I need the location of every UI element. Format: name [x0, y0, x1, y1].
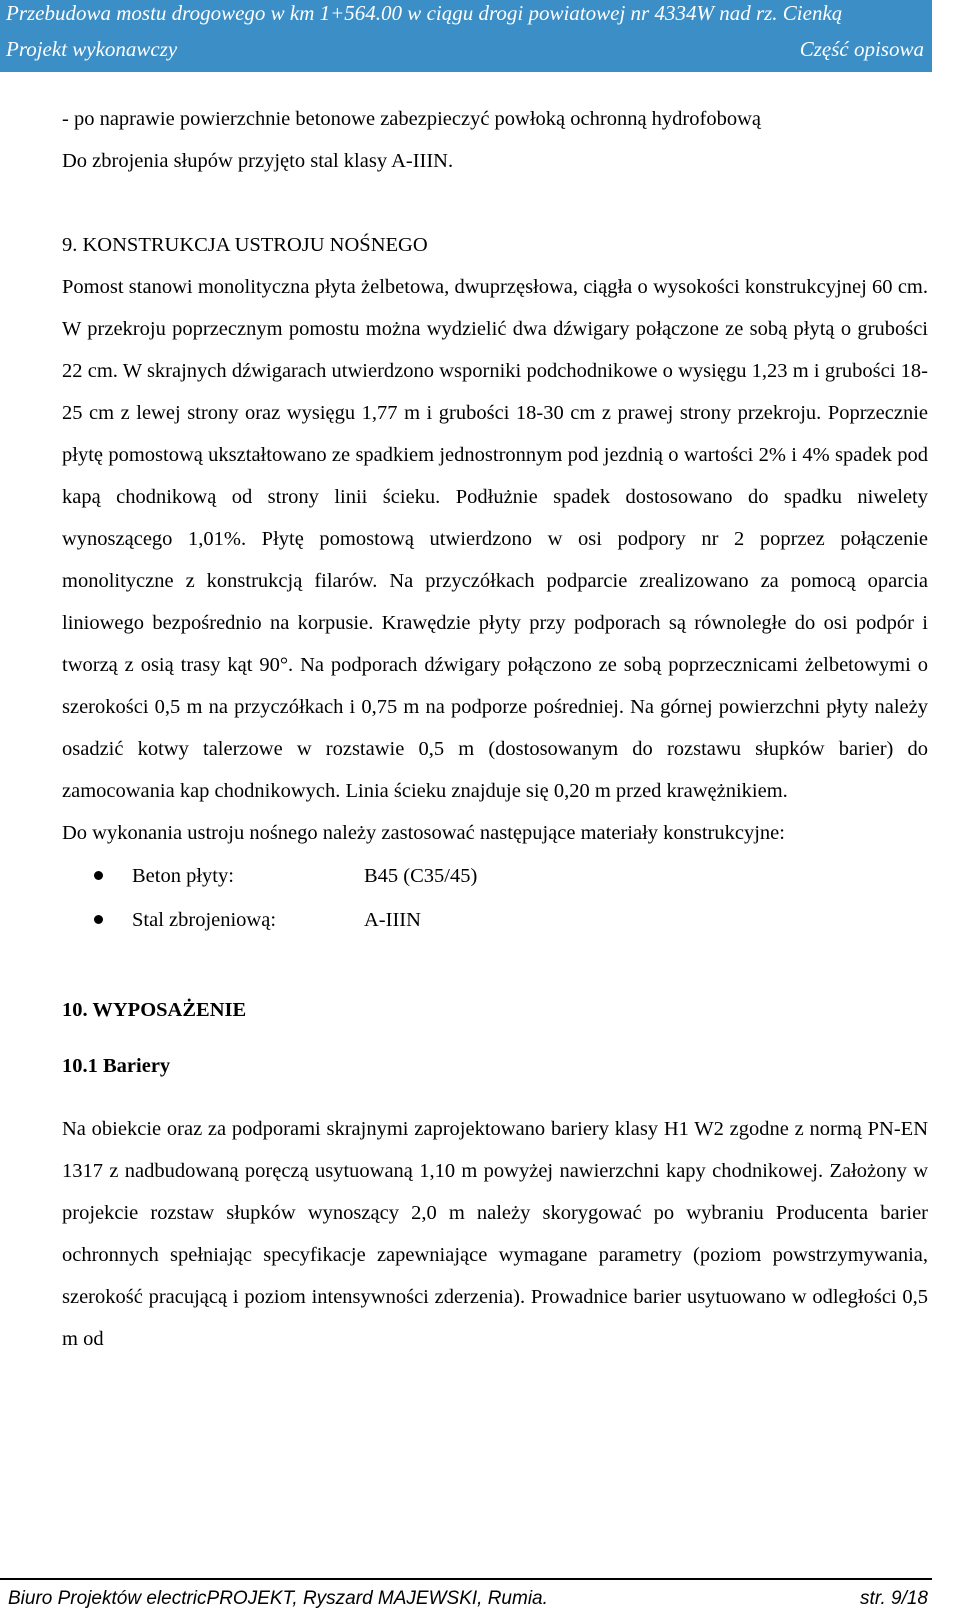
bullet-icon: [94, 871, 103, 880]
top-line-1: - po naprawie powierzchnie betonowe zabezpieczyć powłoką ochronną hydrofobową: [62, 108, 761, 130]
page-footer: [0, 1578, 932, 1619]
section-9-paragraph: Pomost stanowi monolityczna płyta żelbetowa, dwuprzęsłowa, ciągła o wysokości konstrukcyjnej 60 cm. W przekroju poprzecznym pomostu można wydzielić dwa dźwigary połączone ze sobą płytą o grubości 22 cm. W skrajnych dźwigarach utwierdzono wsporniki podchodnikowe o wysięgu 1,23 m i grubości 18-25 cm z lewej strony oraz wysięgu 1,77 m i grubości 18-30 cm z prawej strony przekroju. Poprzecznie płytę pomostową ukształtowano ze spadkiem jednostronnym pod jezdnią o wartości 2% i 4% spadek pod kapą chodnikową od strony linii ścieku. Podłużnie spadek dostosowano do spadku niwelety wynoszącego 1,01%. Płytę pomostową utwierdzono w osi podpory nr 2 poprzez połączenie monolityczne z konstrukcją filarów. Na przyczółkach podparcie zrealizowano za pomocą oparcia liniowego bezpośrednio na korpusie. Krawędzie płyty przy podporach są równoległe do osi podpór i tworzą z osią trasy kąt 90°. Na podporach dźwigary połączono ze sobą poprzecznicami żelbetowymi o szerokości 0,5 m na przyczółkach i 0,75 m na podporze pośredniej. Na górnej powierzchni płyty należy osadzić kotwy talerzowe w rozstawie 0,5 m (dostosowanym do rozstawu słupków barier) do zamocowania kap chodnikowych. Linia ścieku znajduje się 0,20 m przed krawężnikiem.: [62, 276, 928, 802]
section-10-title: 10. WYPOSAŻENIE: [62, 999, 247, 1021]
header-project-type: Projekt wykonawczy: [6, 37, 178, 61]
top-line-2: Do zbrojenia słupów przyjęto stal klasy A-IIIN.: [62, 150, 454, 172]
footer-company: Biuro Projektów electricPROJEKT, Ryszard MAJEWSKI, Rumia.: [8, 1588, 548, 1609]
header-document-part: Część opisowa: [799, 37, 924, 61]
page-header: [0, 0, 960, 68]
material-value: B45 (C35/45): [364, 865, 478, 887]
page-number: str. 9/18: [860, 1588, 928, 1609]
bullet-icon: [94, 915, 103, 924]
list-item: [62, 854, 928, 898]
section-9-title: 9. KONSTRUKCJA USTROJU NOŚNEGO: [62, 234, 428, 256]
materials-intro: Do wykonania ustroju nośnego należy zastosować następujące materiały konstrukcyjne:: [62, 822, 785, 844]
header-project-title: Przebudowa mostu drogowego w km 1+564.00 w ciągu drogi powiatowej nr 4334W nad rz. Cienką: [6, 1, 843, 25]
document-body: [62, 98, 928, 1360]
section-10-1-paragraph: Na obiekcie oraz za podporami skrajnymi zaprojektowano bariery klasy H1 W2 zgodne z normą PN-EN 1317 z nadbudowaną poręczą usytuowaną 1,10 m powyżej nawierzchni kapy chodnikowej. Założony w projekcie rozstaw słupków wynoszący 2,0 m należy skorygować po wybraniu Producenta barier ochronnych spełniając specyfikacje zapewniające wymagane parametry (poziom powstrzymywania, szerokość pracującą i poziom intensywności zderzenia). Prowadnice barier usytuowano w odległości 0,5 m od: [62, 1118, 928, 1350]
material-value: A-IIIN: [364, 909, 421, 931]
list-item: [62, 898, 928, 942]
materials-list: [62, 854, 928, 942]
material-label: Beton płyty:: [132, 865, 234, 887]
material-label: Stal zbrojeniową:: [132, 909, 277, 931]
section-10-1-title: 10.1 Bariery: [62, 1055, 171, 1077]
